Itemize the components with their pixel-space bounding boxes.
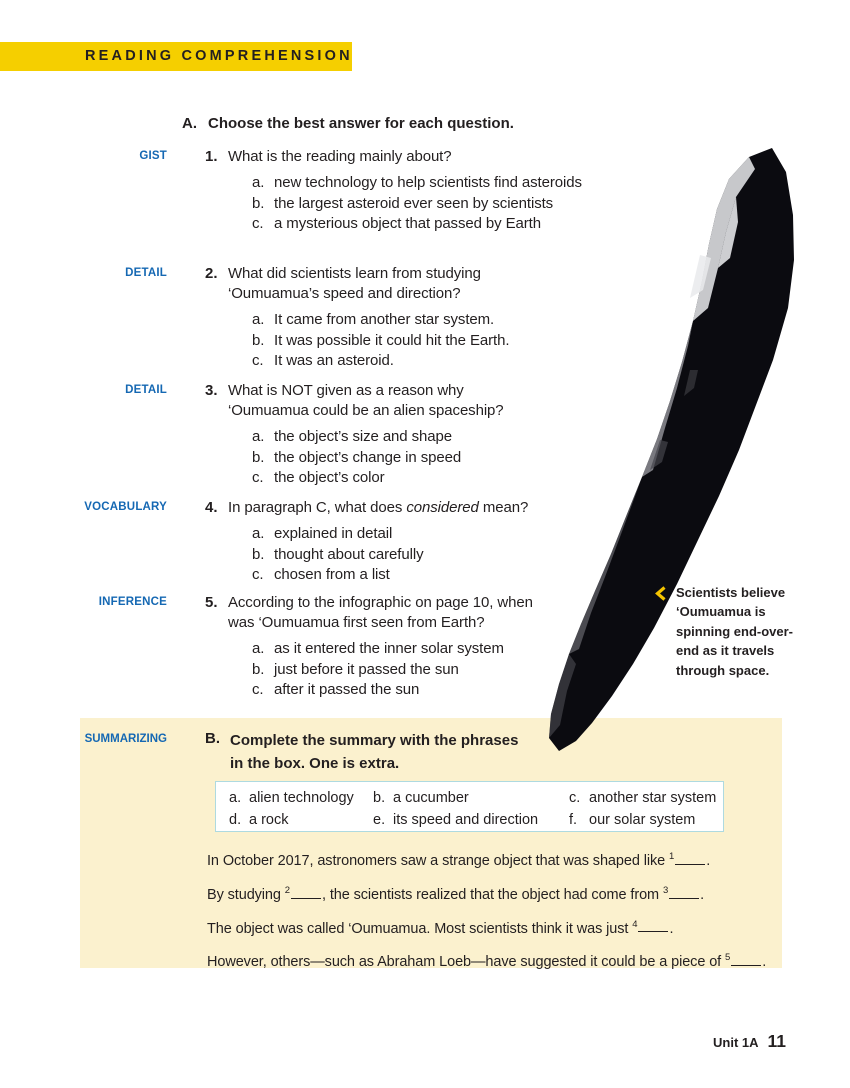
- question-text-part: mean?: [478, 499, 529, 516]
- option-text: just before it passed the sun: [274, 660, 459, 678]
- option-text: after it passed the sun: [274, 681, 420, 698]
- blank-number: 3: [662, 884, 669, 896]
- page-footer: [713, 1031, 786, 1052]
- summary-line: [207, 848, 766, 870]
- question-text: [228, 498, 538, 518]
- phrase-text: alien technology: [249, 790, 354, 806]
- summary-line: [207, 882, 766, 904]
- option-text: It was an asteroid.: [274, 352, 394, 369]
- section-b-letter: B.: [205, 730, 220, 747]
- option-text: the object’s change in speed: [274, 448, 462, 466]
- summary-segment: In October 2017, astronomers saw a strange object that was shaped like: [207, 852, 669, 869]
- question-tag: VOCABULARY: [84, 501, 167, 513]
- blank-number: 5: [725, 952, 731, 964]
- question-block: [0, 498, 620, 586]
- phrase-letter: c.: [569, 790, 581, 806]
- question-number: 4.: [205, 499, 218, 516]
- option-letter: b.: [252, 194, 265, 212]
- phrase-item: [569, 812, 729, 828]
- option-text: explained in detail: [274, 525, 393, 542]
- summary-line: [207, 949, 766, 971]
- option-letter: a.: [252, 640, 265, 657]
- blank-number: 2: [284, 884, 290, 896]
- section-b-heading: [230, 730, 518, 775]
- question-block: [0, 381, 620, 489]
- option-text: the object’s color: [274, 469, 385, 486]
- question-text: According to the infographic on page 10, when was ‘Oumuamua first seen from Earth?: [228, 594, 533, 631]
- option-text: the object’s size and shape: [274, 428, 452, 445]
- question-tag: GIST: [139, 150, 167, 162]
- phrase-box: [215, 781, 724, 832]
- option-letter: b.: [252, 448, 265, 466]
- phrase-letter: b.: [373, 790, 386, 806]
- image-caption: Scientists believe ‘Oumuamua is spinning end-over-end as it travels through space.: [676, 585, 793, 678]
- answer-blank: [731, 962, 761, 966]
- summary-segment: .: [700, 886, 705, 903]
- question-text-italic: considered: [406, 499, 479, 516]
- question-tag: DETAIL: [125, 267, 167, 279]
- page-title: READING COMPREHENSION: [85, 48, 353, 64]
- summary-segment: By studying: [207, 886, 285, 903]
- option-letter: c.: [252, 566, 264, 583]
- option-letter: c.: [252, 215, 264, 232]
- summary-segment: The object was called ‘Oumuamua. Most scientists think it was just: [207, 920, 633, 937]
- option-text: a mysterious object that passed by Earth: [274, 215, 541, 232]
- option-letter: a.: [252, 174, 265, 191]
- option-letter: a.: [252, 311, 265, 328]
- footer-unit-label: Unit 1A: [713, 1035, 759, 1050]
- section-a-letter: A.: [182, 115, 197, 132]
- question-text-part: In paragraph C, what does: [228, 499, 407, 516]
- phrase-item: [229, 790, 373, 806]
- phrase-text: its speed and direction: [393, 812, 539, 828]
- option-letter: c.: [252, 352, 264, 369]
- question-number: 1.: [205, 148, 218, 165]
- phrase-letter: e.: [373, 812, 386, 828]
- summary-segment: .: [706, 852, 711, 869]
- section-b-heading-line: in the box. One is extra.: [230, 754, 400, 772]
- phrase-item: [373, 812, 569, 828]
- option-letter: b.: [252, 660, 265, 678]
- question-text: What is the reading mainly about?: [228, 148, 452, 165]
- blank-number: 1: [669, 851, 675, 862]
- summary-segment: , the scientists realized that the object had come from: [321, 886, 663, 903]
- question-number: 2.: [205, 265, 218, 282]
- option-text: as it entered the inner solar system: [274, 640, 504, 657]
- phrase-letter: d.: [229, 812, 242, 828]
- option-text: new technology to help scientists find asteroids: [274, 174, 582, 191]
- option-text: chosen from a list: [274, 566, 390, 583]
- question-text: What is NOT given as a reason why ‘Oumuamua could be an alien spaceship?: [228, 382, 504, 419]
- summary-segment: .: [669, 920, 674, 937]
- question-block: [0, 593, 620, 701]
- option-text: thought about carefully: [274, 545, 424, 563]
- phrase-item: [373, 790, 569, 806]
- question-block: [0, 147, 620, 235]
- question-tag: DETAIL: [125, 384, 167, 396]
- answer-blank: [675, 861, 705, 865]
- option-letter: b.: [252, 331, 265, 349]
- option-letter: a.: [252, 428, 265, 445]
- question-text: What did scientists learn from studying ‘Oumuamua’s speed and direction?: [228, 265, 481, 302]
- summary-segment: .: [762, 954, 767, 971]
- phrase-item: [569, 790, 729, 806]
- question-block: [0, 264, 620, 372]
- question-number: 3.: [205, 382, 218, 399]
- footer-page-number: 11: [767, 1031, 786, 1051]
- section-b-tag: SUMMARIZING: [84, 733, 167, 745]
- phrase-text: a cucumber: [393, 790, 469, 806]
- section-b-heading-line: Complete the summary with the phrases: [230, 732, 519, 749]
- phrase-text: another star system: [589, 790, 717, 806]
- option-letter: c.: [252, 681, 264, 698]
- phrase-letter: f.: [569, 812, 578, 828]
- option-text: It came from another star system.: [274, 311, 495, 328]
- summary-segment: However, others—such as Abraham Loeb—have suggested it could be a piece of: [207, 954, 726, 971]
- question-tag: INFERENCE: [98, 596, 167, 608]
- answer-blank: [669, 895, 699, 899]
- phrase-text: a rock: [249, 812, 289, 828]
- blank-number: 4: [632, 918, 638, 930]
- phrase-text: our solar system: [589, 812, 696, 828]
- option-letter: c.: [252, 469, 264, 486]
- answer-blank: [638, 928, 668, 932]
- phrase-item: [229, 812, 373, 828]
- option-text: It was possible it could hit the Earth.: [274, 331, 510, 349]
- caption-arrow-icon: [655, 586, 666, 601]
- option-text: the largest asteroid ever seen by scientists: [274, 194, 554, 212]
- option-letter: b.: [252, 545, 265, 563]
- summary-text: [207, 848, 766, 983]
- option-letter: a.: [252, 525, 265, 542]
- summary-line: [207, 916, 766, 938]
- answer-blank: [291, 895, 321, 899]
- question-number: 5.: [205, 594, 218, 611]
- section-a-heading: Choose the best answer for each question.: [208, 115, 514, 132]
- phrase-letter: a.: [229, 790, 242, 806]
